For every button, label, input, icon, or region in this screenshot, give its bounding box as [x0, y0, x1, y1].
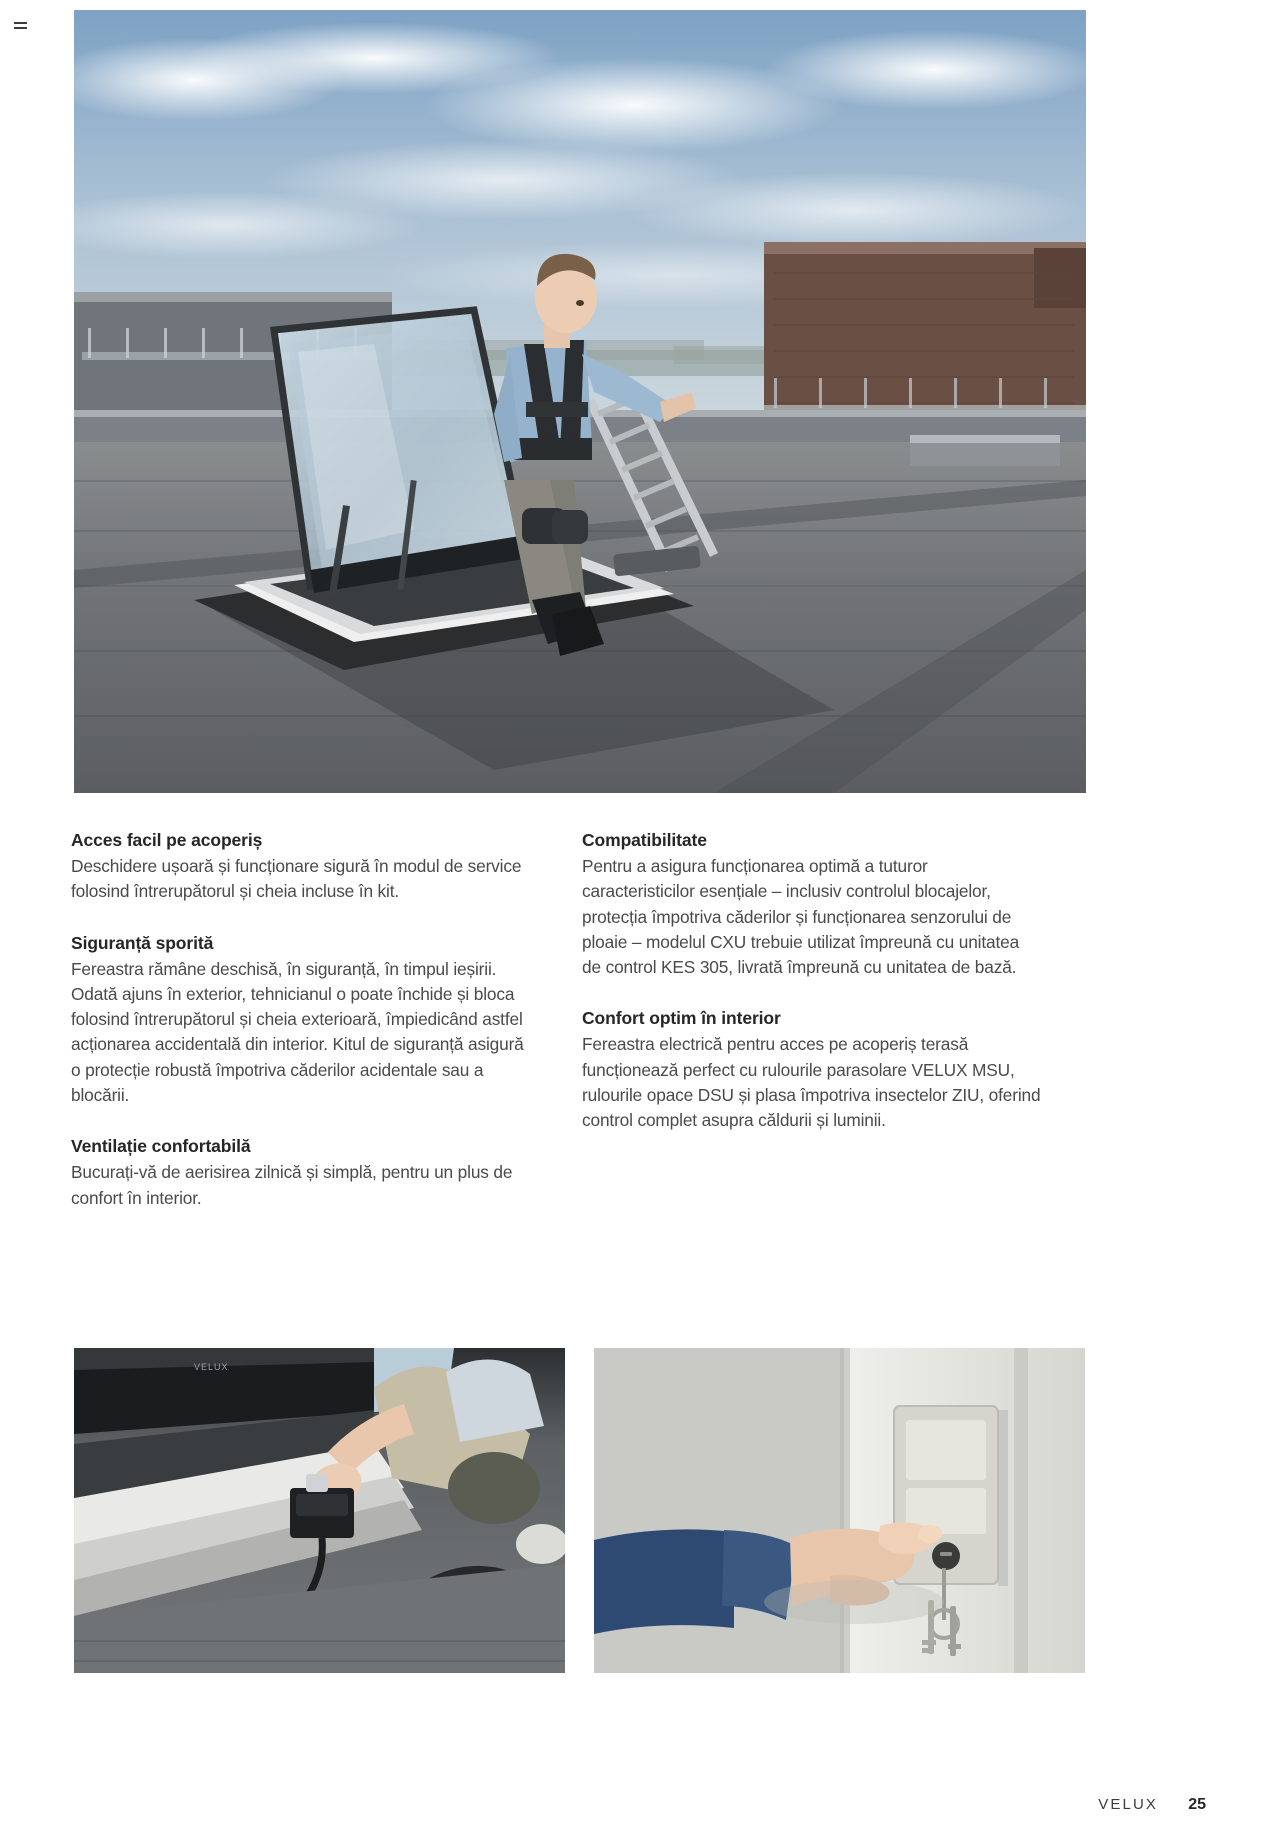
left-column: [71, 828, 531, 1211]
svg-text:VELUX: VELUX: [194, 1362, 229, 1372]
section-heading: Compatibilitate: [582, 830, 707, 850]
page-marker-icon: [14, 18, 28, 32]
section-body: Fereastra rămâne deschisă, în siguranță, în timpul ieșirii. Odată ajuns în exterior, tehnicianul o poate închide și bloca folosind întrerupătorul și cheia exterioară, împiedicând astfel acționarea accidentală din interior. Kitul de siguranță asigură o protecție robustă împotriva căderilor acidentale sau a blocării.: [71, 958, 524, 1106]
photo-switch-illustration: [74, 1348, 565, 1673]
section-ventilatie-confortabila: [71, 1134, 531, 1211]
section-heading: Acces facil pe acoperiș: [71, 830, 263, 850]
section-body: Pentru a asigura funcționarea optimă a tuturor caracteristicilor esențiale – inclusiv controlul blocajelor, protecția împotriva căderilor și funcționarea senzorului de ploaie – modelul CXU trebuie utilizat împreună cu unitatea de control KES 305, livrată împreună cu unitatea de bază.: [582, 856, 1020, 978]
section-heading: Confort optim în interior: [582, 1008, 781, 1029]
section-siguranta-sporita: [71, 931, 531, 1109]
section-body: Deschidere ușoară și funcționare sigură în modul de service folosind întrerupătorul și cheia incluse în kit.: [71, 856, 522, 902]
content-columns: [71, 828, 1086, 1211]
section-compatibilitate: [582, 828, 1042, 980]
section-heading: Siguranță sporită: [71, 932, 214, 953]
section-heading: Ventilație confortabilă: [71, 1136, 251, 1157]
section-body: Bucurați-vă de aerisirea zilnică și simplă, pentru un plus de confort în interior.: [71, 1162, 513, 1208]
photo-switch-on-window-frame: [74, 1348, 565, 1673]
section-acces-facil: [71, 828, 531, 905]
hero-image: [74, 10, 1086, 793]
photo-row: [74, 1348, 1086, 1673]
page-number: 25: [1188, 1795, 1206, 1813]
velux-logo: VELUX: [1098, 1796, 1158, 1813]
photo-wall-switch-with-key: [594, 1348, 1085, 1673]
photo-wall-switch-illustration: [594, 1348, 1085, 1673]
hero-illustration: [74, 10, 1086, 793]
page-footer: [0, 1786, 1280, 1823]
section-body: Fereastra electrică pentru acces pe acoperiș terasă funcționează perfect cu rulourile parasolare VELUX MSU, rulourile opace DSU și plasa împotriva insectelor ZIU, oferind control complet asupra căldurii și luminii.: [582, 1034, 1041, 1131]
section-confort-optim: [582, 1006, 1042, 1133]
right-column: [582, 828, 1042, 1211]
